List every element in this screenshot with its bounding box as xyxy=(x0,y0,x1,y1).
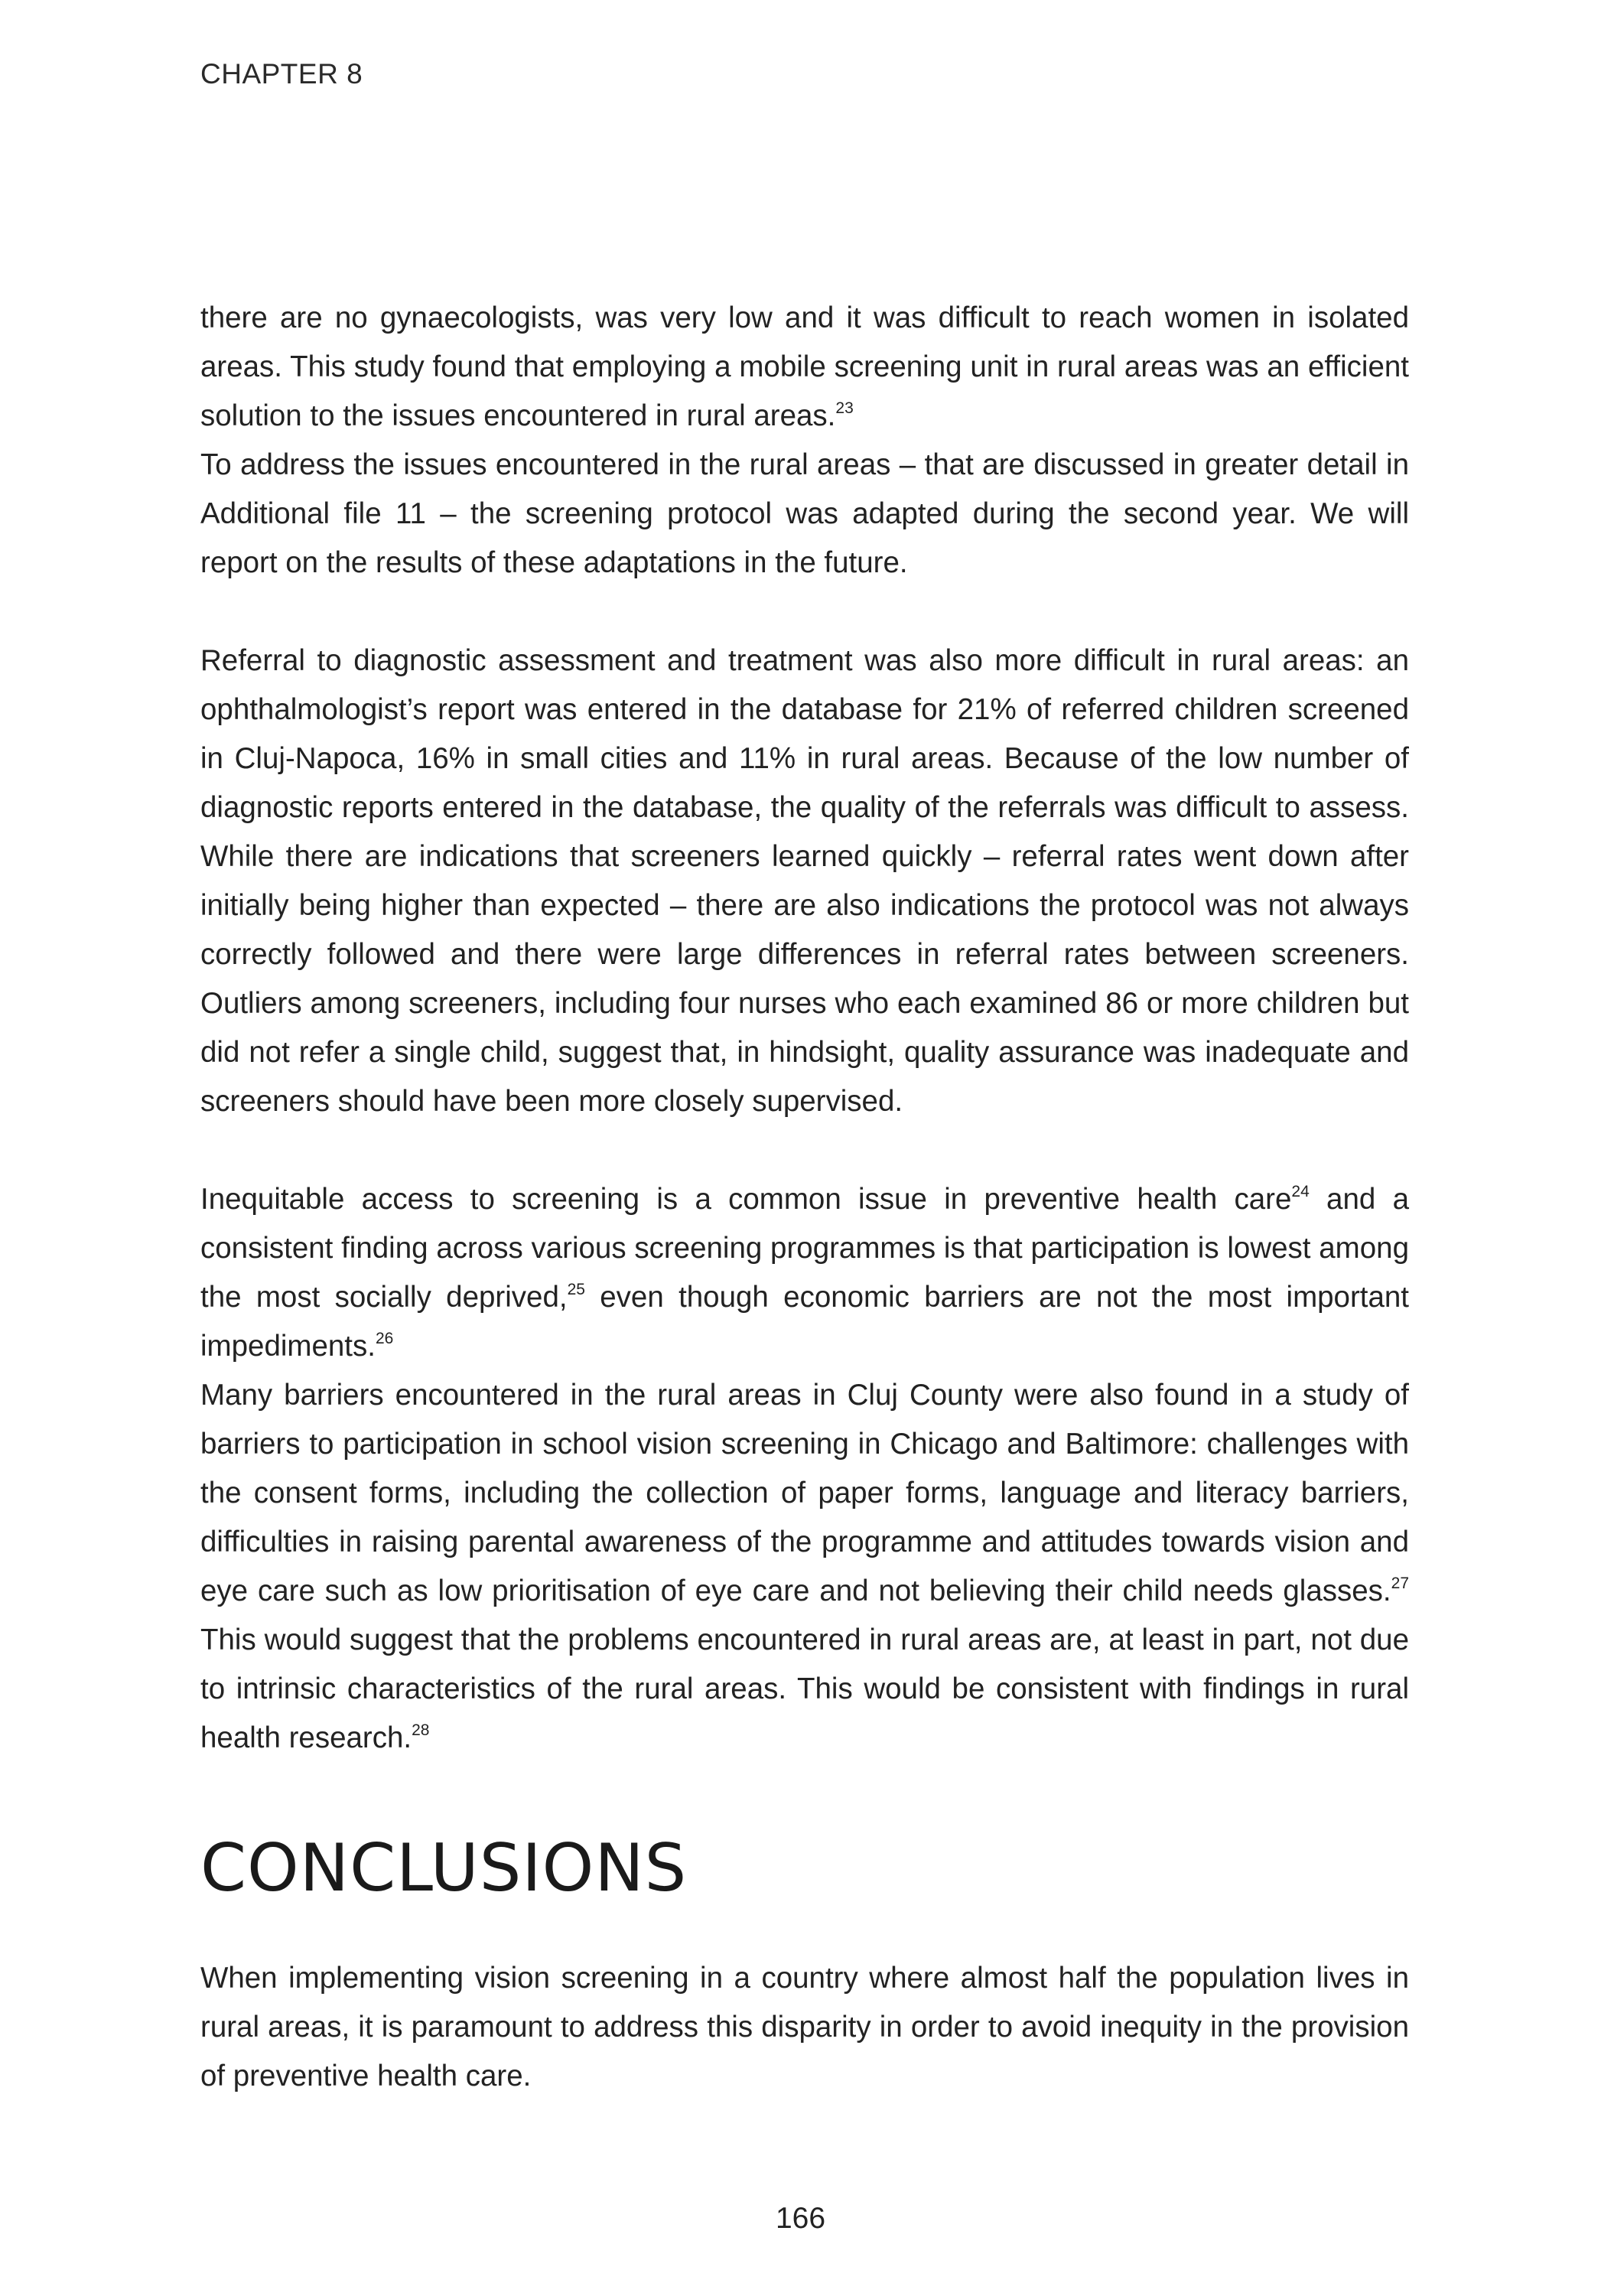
running-head: CHAPTER 8 xyxy=(200,58,363,90)
paragraph-text: This would suggest that the problems encountered in rural areas are, at least in part, not due to intrinsic characteristics of the rural areas. This would be consistent with findings in rural health research. xyxy=(200,1623,1409,1754)
paragraph-text: When implementing vision screening in a country where almost half the population lives in rural areas, it is paramount to address this disparity in order to avoid inequity in the provision of preventive health care. xyxy=(200,1962,1409,2092)
paragraph-inequitable-access xyxy=(200,1175,1409,1371)
paragraph-barriers-cluj-county xyxy=(200,1371,1409,1763)
reference-superscript: 24 xyxy=(1291,1183,1310,1201)
heading-spacer xyxy=(200,1907,1409,1954)
paragraph-text: there are no gynaecologists, was very low and it was difficult to reach women in isolated areas. This study found that employing a mobile screening unit in rural areas was an efficient solution to the issues encountered in rural areas. xyxy=(200,301,1409,432)
reference-superscript: 28 xyxy=(412,1721,430,1740)
page-body xyxy=(200,294,1409,2101)
reference-superscript: 26 xyxy=(375,1330,394,1348)
paragraph-protocol-adaptation xyxy=(200,441,1409,588)
paragraph-text: Many barriers encountered in the rural areas in Cluj County were also found in a study of barriers to participation in school vision screening in Chicago and Baltimore: challenges with the consent forms, including the collection of paper forms, language and literacy barriers, difficulties in raising parental awareness of the programme and attitudes towards vision and eye care such as low prioritisation of eye care and not believing their child needs glasses. xyxy=(200,1379,1409,1607)
paragraph-text: Inequitable access to screening is a common issue in preventive health care xyxy=(200,1183,1292,1216)
reference-superscript: 27 xyxy=(1391,1575,1409,1593)
paragraph-text: and a consistent finding across various screening programmes is that participation is lowest among the most socially deprived, xyxy=(200,1183,1409,1314)
paragraph-rural-screening-efficiency xyxy=(200,294,1409,441)
page-number: 166 xyxy=(775,2202,826,2235)
reference-superscript: 25 xyxy=(567,1281,585,1299)
paragraph-text: Referral to diagnostic assessment and treatment was also more difficult in rural areas: an ophthalmologist’s report was entered in the database for 21% of referred children screened in Cluj-Napoca, 16% in small cities and 11% in rural areas. Because of the low number of diagnostic reports entered in the database, the quality of the referrals was difficult to assess. While there are indications that screeners learned quickly – referral rates went down after initially being higher than expected – there are also indications the protocol was not always correctly followed and there were large differences in referral rates between screeners. Outliers among screeners, including four nurses who each examined 86 or more children but did not refer a single child, suggest that, in hindsight, quality assurance was inadequate and screeners should have been more closely supervised. xyxy=(200,644,1409,1118)
section-heading-conclusions: CONCLUSIONS xyxy=(200,1830,688,1907)
reference-superscript: 23 xyxy=(835,399,854,418)
paragraph-referral-diagnostics xyxy=(200,637,1409,1126)
paragraph-text: even though economic barriers are not the most important impediments. xyxy=(200,1281,1410,1363)
paragraph-text: To address the issues encountered in the rural areas – that are discussed in greater detail in Additional file 11 – the screening protocol was adapted during the second year. We will report on the results of these adaptations in the future. xyxy=(200,448,1409,579)
paragraph-conclusions xyxy=(200,1954,1409,2101)
